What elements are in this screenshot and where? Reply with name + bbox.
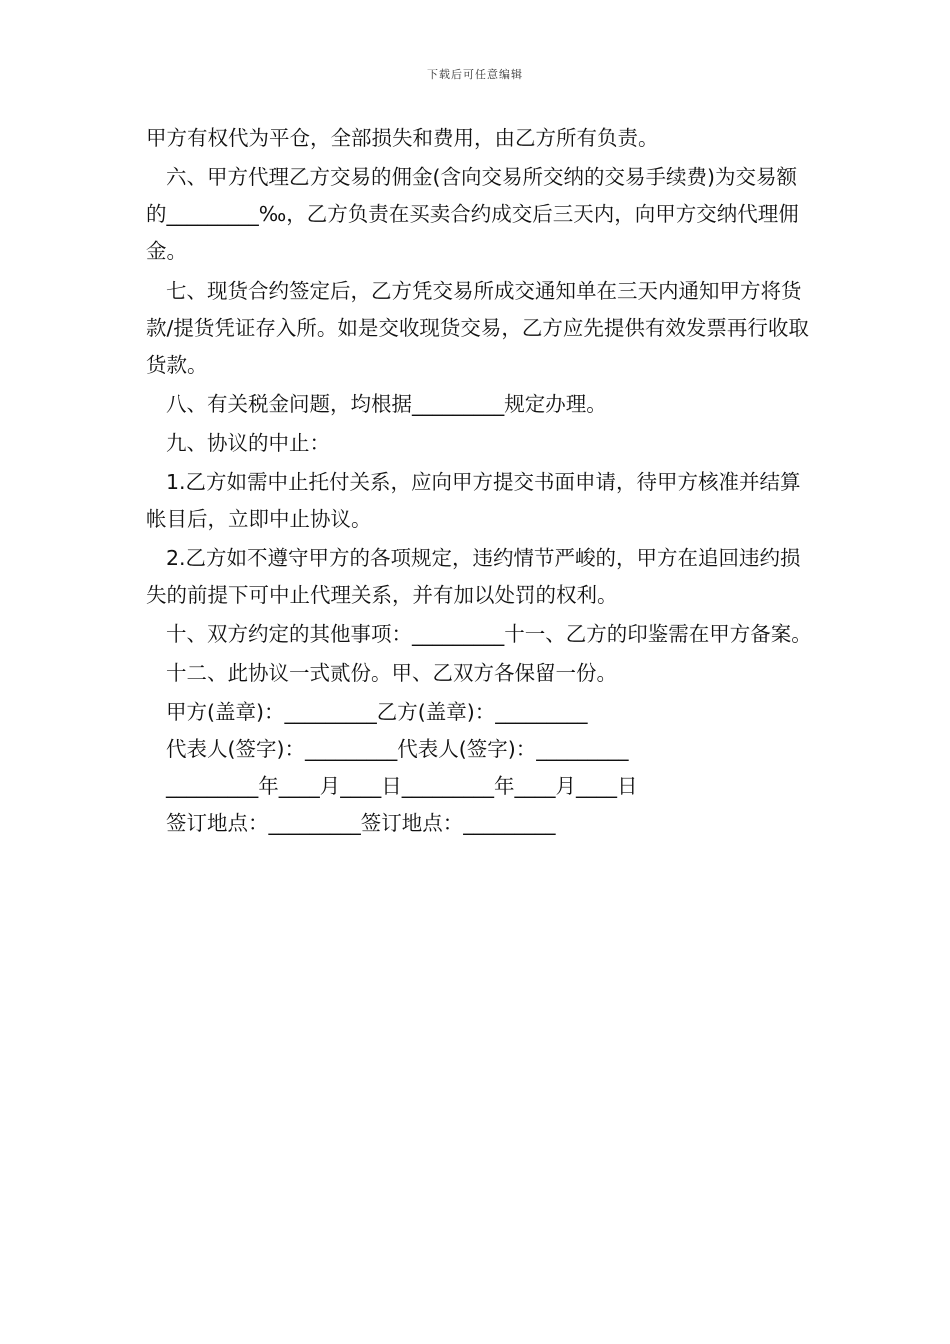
page-header: 下载后可任意编辑 — [427, 68, 523, 81]
contract-body — [146, 120, 816, 842]
paragraph-clause-7: 七、现货合约签定后，乙方凭交易所成交通知单在三天内通知甲方将货款/提货凭证存入所。如是交收现货交易，乙方应先提供有效发票再行收取货款。 — [146, 279, 809, 377]
paragraph-continuation: 甲方有权代为平仓，全部损失和费用，由乙方所有负责。 — [146, 126, 659, 150]
signature-location-line: 签订地点：_________签订地点：_________ — [166, 811, 556, 835]
signature-representative-line: 代表人(签字)：_________代表人(签字)：_________ — [166, 737, 629, 761]
paragraph-clause-12: 十二、此协议一式贰份。甲、乙双方各保留一份。 — [166, 661, 617, 685]
paragraph-clause-10-11: 十、双方约定的其他事项：_________十一、乙方的印鉴需在甲方备案。 — [166, 622, 812, 646]
paragraph-clause-9-item-2: 2.乙方如不遵守甲方的各项规定，违约情节严峻的，甲方在追回违约损失的前提下可中止代理关系，并有加以处罚的权利。 — [146, 546, 801, 607]
paragraph-clause-8: 八、有关税金问题，均根据_________规定办理。 — [166, 392, 607, 416]
paragraph-clause-9-item-1: 1.乙方如需中止托付关系，应向甲方提交书面申请，待甲方核准并结算帐目后，立即中止协议。 — [146, 470, 801, 531]
signature-seal-line: 甲方(盖章)：_________乙方(盖章)：_________ — [166, 700, 588, 724]
paragraph-clause-6: 六、甲方代理乙方交易的佣金(含向交易所交纳的交易手续费)为交易额的_________‰，乙方负责在买卖合约成交后三天内，向甲方交纳代理佣金。 — [146, 165, 799, 263]
paragraph-clause-9: 九、协议的中止： — [166, 431, 330, 455]
signature-date-line: _________年____月____日_________年____月____日 — [166, 774, 638, 798]
